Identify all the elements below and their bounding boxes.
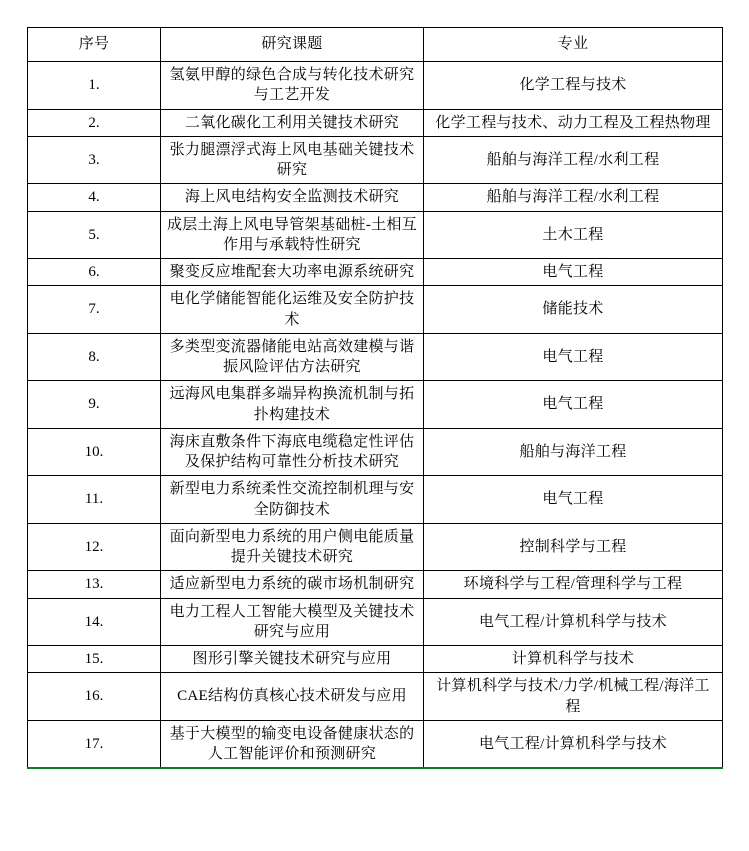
table-row [28, 109, 723, 136]
cell-topic: 新型电力系统柔性交流控制机理与安全防御技术 [161, 476, 424, 524]
table-row [28, 598, 723, 646]
table-row [28, 428, 723, 476]
cell-major: 电气工程 [424, 476, 723, 524]
table-row [28, 646, 723, 673]
cell-major: 电气工程 [424, 259, 723, 286]
cell-major: 化学工程与技术、动力工程及工程热物理 [424, 109, 723, 136]
cell-topic: 多类型变流器储能电站高效建模与谐振风险评估方法研究 [161, 333, 424, 381]
table-body [28, 62, 723, 769]
cell-index: 10. [28, 428, 161, 476]
table-row [28, 720, 723, 768]
cell-major: 电气工程/计算机科学与技术 [424, 598, 723, 646]
table-row [28, 333, 723, 381]
table-row [28, 381, 723, 429]
cell-index: 8. [28, 333, 161, 381]
cell-major: 船舶与海洋工程/水利工程 [424, 184, 723, 211]
table-row [28, 523, 723, 571]
cell-index: 3. [28, 136, 161, 184]
cell-topic: 基于大模型的输变电设备健康状态的人工智能评价和预测研究 [161, 720, 424, 768]
cell-index: 2. [28, 109, 161, 136]
cell-index: 6. [28, 259, 161, 286]
table-row [28, 136, 723, 184]
table-row [28, 259, 723, 286]
table-header [28, 28, 723, 62]
cell-topic: 适应新型电力系统的碳市场机制研究 [161, 571, 424, 598]
table-row [28, 184, 723, 211]
column-header-index: 序号 [28, 28, 161, 62]
cell-index: 4. [28, 184, 161, 211]
cell-index: 11. [28, 476, 161, 524]
cell-topic: 图形引擎关键技术研究与应用 [161, 646, 424, 673]
table-row [28, 211, 723, 259]
table-row [28, 286, 723, 334]
cell-major: 电气工程 [424, 381, 723, 429]
table-row [28, 571, 723, 598]
cell-topic: 氢氨甲醇的绿色合成与转化技术研究与工艺开发 [161, 62, 424, 110]
cell-major: 环境科学与工程/管理科学与工程 [424, 571, 723, 598]
cell-index: 14. [28, 598, 161, 646]
table-row [28, 476, 723, 524]
cell-index: 13. [28, 571, 161, 598]
cell-major: 电气工程/计算机科学与技术 [424, 720, 723, 768]
cell-major: 储能技术 [424, 286, 723, 334]
cell-major: 化学工程与技术 [424, 62, 723, 110]
research-topics-table-container [27, 27, 722, 769]
cell-major: 船舶与海洋工程/水利工程 [424, 136, 723, 184]
cell-major: 控制科学与工程 [424, 523, 723, 571]
table-row [28, 673, 723, 721]
cell-topic: 远海风电集群多端异构换流机制与拓扑构建技术 [161, 381, 424, 429]
cell-index: 9. [28, 381, 161, 429]
column-header-major: 专业 [424, 28, 723, 62]
cell-topic: 电化学储能智能化运维及安全防护技术 [161, 286, 424, 334]
cell-major: 船舶与海洋工程 [424, 428, 723, 476]
column-header-topic: 研究课题 [161, 28, 424, 62]
cell-topic: 海床直敷条件下海底电缆稳定性评估及保护结构可靠性分析技术研究 [161, 428, 424, 476]
cell-topic: 面向新型电力系统的用户侧电能质量提升关键技术研究 [161, 523, 424, 571]
cell-topic: 二氧化碳化工利用关键技术研究 [161, 109, 424, 136]
cell-topic: 张力腿漂浮式海上风电基础关键技术研究 [161, 136, 424, 184]
cell-topic: 聚变反应堆配套大功率电源系统研究 [161, 259, 424, 286]
cell-major: 计算机科学与技术 [424, 646, 723, 673]
cell-major: 计算机科学与技术/力学/机械工程/海洋工程 [424, 673, 723, 721]
cell-topic: 电力工程人工智能大模型及关键技术研究与应用 [161, 598, 424, 646]
cell-topic: 成层土海上风电导管架基础桩-土相互作用与承载特性研究 [161, 211, 424, 259]
cell-major: 土木工程 [424, 211, 723, 259]
cell-index: 5. [28, 211, 161, 259]
cell-topic: CAE结构仿真核心技术研发与应用 [161, 673, 424, 721]
cell-index: 7. [28, 286, 161, 334]
table-row [28, 62, 723, 110]
cell-major: 电气工程 [424, 333, 723, 381]
table-header-row [28, 28, 723, 62]
cell-index: 1. [28, 62, 161, 110]
cell-index: 15. [28, 646, 161, 673]
cell-index: 16. [28, 673, 161, 721]
cell-index: 12. [28, 523, 161, 571]
cell-topic: 海上风电结构安全监测技术研究 [161, 184, 424, 211]
research-topics-table [27, 27, 723, 769]
cell-index: 17. [28, 720, 161, 768]
